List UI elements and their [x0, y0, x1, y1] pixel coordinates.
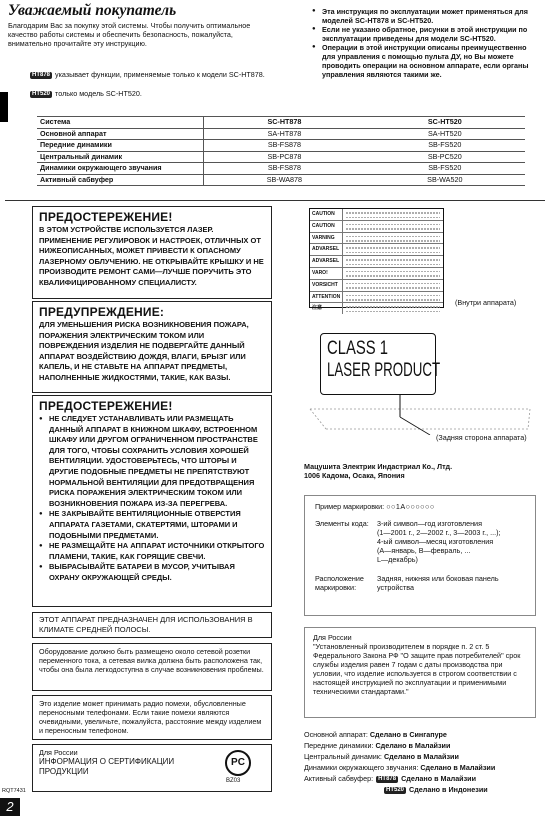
- origin-label: Основной аппарат:: [304, 730, 368, 739]
- spec-model: SB-FS878: [204, 163, 365, 175]
- spec-table: [37, 116, 525, 186]
- label-fine-print: [346, 259, 440, 261]
- laser-warning-label: [309, 208, 444, 312]
- spec-component: Динамики окружающего звучания: [37, 163, 204, 175]
- spec-model: SB-FS520: [365, 163, 525, 175]
- spec-row: [37, 140, 525, 152]
- origin-line: [304, 729, 544, 740]
- code-line: 3-ий символ—год изготовления: [377, 519, 482, 528]
- warning-box: [32, 301, 272, 393]
- caution-box-laser: [32, 206, 272, 299]
- back-caption: (Задняя сторона аппарата): [436, 433, 527, 442]
- pc-certification-logo: [225, 750, 251, 776]
- origin-label: Активный сабвуфер:: [304, 774, 374, 783]
- warning-title: ПРЕДУПРЕЖДЕНИЕ:: [39, 305, 165, 319]
- label-fine-print: [346, 271, 440, 273]
- code-line: 4-ый символ—месяц изготовления: [377, 537, 494, 546]
- caution-text: В ЭТОМ УСТРОЙСТВЕ ИСПОЛЬЗУЕТСЯ ЛАЗЕР. ПРИМЕНЕНИЕ РЕГУЛИРОВОК И НАСТРОЕК, ОТЛИЧНЫХ ОТ НИЖЕОПИСАННЫХ, МОЖЕТ ПРИВЕСТИ К ОПАСНОМУ ЛАЗЕРНОМУ ОБЛУЧЕНИЮ. НЕ ОТКРЫВАЙТЕ КРЫШКУ И НЕ ПРОИЗВОДИТЕ РЕМОНТ САМИ—ЛУЧШЕ ПОРУЧИТЬ ЭТО КВАЛИФИЦИРОВАННОМУ СПЕЦИАЛИСТУ.: [39, 225, 264, 287]
- badge-note-ht878: HT878 указывает функции, применяемые только к модели SC-HT878.: [32, 70, 265, 79]
- label-row: [310, 233, 443, 245]
- label-keyword: ADVARSEL: [310, 256, 343, 267]
- caution-item: ● НЕ СЛЕДУЕТ УСТАНАВЛИВАТЬ ИЛИ РАЗМЕЩАТЬ ДАННЫЙ АППАРАТ В КНИЖНОМ ШКАФУ, ВСТРОЕННОМ ШКАФУ ИЛИ ДРУГОМ ОГРАНИЧЕННОМ ПРОСТРАНСТВЕ ДЛЯ ТОГО, ЧТОБЫ СОХРАНИТЬ УСЛОВИЯ ХОРОШЕЙ ВЕНТИЛЯЦИИ. УДОСТОВЕРЬТЕСЬ, ЧТО ШТОРЫ И ДРУГИЕ ПОДОБНЫЕ ПРЕДМЕТЫ НЕ ПРЕПЯТСТВУЮТ НОРМАЛЬНОЙ ВЕНТИЛЯЦИИ ДЛЯ ПРЕДОТВРАЩЕНИЯ РИСКА ПОРАЖЕНИЯ ЭЛЕКТРИЧЕСКИМ ТОКОМ ИЛИ ВОЗНИКНОВЕНИЯ ПОЖАРА ИЗ-ЗА ПЕРЕГРЕВА.: [39, 414, 265, 509]
- marking-codes: [315, 519, 525, 564]
- label-keyword: ADVARSEL: [310, 244, 343, 255]
- label-fine-print: [346, 236, 440, 238]
- note-item: ● Эта инструкция по эксплуатации может применяться для моделей SC-HT878 и SC-HT520.: [312, 7, 537, 25]
- class1-line1: CLASS 1: [327, 338, 388, 359]
- spec-row: [37, 151, 525, 163]
- spec-row: [37, 174, 525, 186]
- spec-model: SB-WA878: [204, 174, 365, 186]
- spec-component: Активный сабвуфер: [37, 174, 204, 186]
- socket-box: Оборудование должно быть размещено около сетевой розетки переменного тока, а сетевая вилка должна быть расположена так, чтобы она была легкодоступна в случае возникновения проблемы.: [32, 643, 272, 691]
- label-keyword: 注意: [310, 303, 343, 314]
- origin-value: Сделано в Сингапуре: [369, 730, 447, 739]
- russia-title: Для России: [313, 633, 352, 642]
- label-fine-print: [346, 228, 440, 230]
- origin-line: [304, 762, 544, 773]
- origin-line: [304, 773, 544, 784]
- badge-note-ht520: HT520 только модель SC-HT520.: [32, 89, 142, 98]
- origin-value: Сделано в Малайзии: [420, 763, 496, 772]
- code-line: (A—январь, B—февраль, ...: [377, 546, 471, 555]
- label-row: [310, 280, 443, 292]
- marking-example-value: ○○1A○○○○○○: [386, 502, 435, 511]
- label-row: [310, 209, 443, 221]
- origin-label: Динамики окружающего звучания:: [304, 763, 419, 772]
- label-fine-print: [346, 306, 440, 308]
- cert-country: Для России: [39, 748, 78, 757]
- intro-text: Благодарим Вас за покупку этой системы. Чтобы получить оптимальное качество работы системы и обеспечить безопасность, пожалуйста, внимательно прочитайте эту инструкцию.: [8, 21, 251, 48]
- spec-component: Передние динамики: [37, 140, 204, 152]
- label-row: [310, 244, 443, 256]
- cert-text: ИНФОРМАЦИЯ О СЕРТИФИКАЦИИ ПРОДУКЦИИ: [39, 757, 175, 776]
- codes-label: Элементы кода:: [315, 519, 369, 528]
- label-row: [310, 268, 443, 280]
- spec-row: [37, 128, 525, 140]
- page-title: Уважаемый покупатель: [8, 2, 177, 19]
- origin-label: Центральный динамик:: [304, 752, 382, 761]
- label-fine-print: [346, 224, 440, 226]
- model-badge: HT520: [386, 786, 405, 793]
- label-fine-print: [346, 217, 440, 219]
- logo-code: BZ03: [226, 778, 241, 784]
- section-tab: [0, 92, 8, 122]
- label-fine-print: [346, 240, 440, 242]
- label-keyword: CAUTION: [310, 209, 343, 220]
- note-item: ● Если не указано обратное, рисунки в этой инструкции по эксплуатации приведены для модели SC-HT520.: [312, 25, 537, 43]
- label-keyword: CAUTION: [310, 221, 343, 232]
- origin-line: [304, 740, 544, 751]
- label-fine-print: [346, 252, 440, 254]
- label-fine-print: [346, 287, 440, 289]
- label-keyword: ATTENTION: [310, 292, 343, 303]
- origin-label: Передние динамики:: [304, 741, 374, 750]
- warning-text: ДЛЯ УМЕНЬШЕНИЯ РИСКА ВОЗНИКНОВЕНИЯ ПОЖАРА, ПОРАЖЕНИЯ ЭЛЕКТРИЧЕСКИМ ТОКОМ ИЛИ ПОВРЕЖДЕНИЯ ИЗДЕЛИЯ НЕ ПОДВЕРГАЙТЕ ДАННЫЙ АППАРАТ ВОЗДЕЙСТВИЮ ДОЖДЯ, ВЛАГИ, БРЫЗГ ИЛИ КАПЕЛЬ, И НЕ СТАВЬТЕ НА АППАРАТ ПРЕДМЕТЫ, НАПОЛНЕННЫЕ ЖИДКОСТЯМИ, ТАКИЕ, КАК ВАЗЫ.: [39, 320, 249, 382]
- caution-list: [39, 414, 265, 584]
- spec-model: SB-FS520: [365, 140, 525, 152]
- spec-model: SA-HT878: [204, 128, 365, 140]
- class1-line2: LASER PRODUCT: [327, 360, 441, 381]
- spec-model: SC-HT878: [204, 117, 365, 129]
- label-keyword: VORSICHT: [310, 280, 343, 291]
- note-item: ● Операции в этой инструкции описаны преимущественно для управления с помощью пульта ДУ, но Вы можете проводить операции на основном аппарате, если органы управления являются такими же.: [312, 43, 537, 79]
- unit-back-outline: [308, 395, 533, 435]
- spec-model: SB-FS878: [204, 140, 365, 152]
- caution-item: ● ВЫБРАСЫВАЙТЕ БАТАРЕИ В МУСОР, УЧИТЫВАЯ ОХРАНУ ОКРУЖАЮЩЕЙ СРЕДЫ.: [39, 562, 265, 583]
- origin-list: [304, 729, 544, 795]
- spec-row: [37, 163, 525, 175]
- certification-box: [32, 744, 272, 792]
- spec-component: Центральный динамик: [37, 151, 204, 163]
- spec-model: SB-PC878: [204, 151, 365, 163]
- side-code: RQT7431: [2, 788, 26, 794]
- marking-example: Пример маркировки: ○○1A○○○○○○: [315, 502, 435, 511]
- label-row: [310, 303, 443, 314]
- label-row: [310, 292, 443, 304]
- page-number: 2: [0, 798, 20, 816]
- model-badge: HT878: [378, 775, 397, 782]
- origin-value: Сделано в Малайзии: [401, 774, 477, 783]
- spec-component: Основной аппарат: [37, 128, 204, 140]
- spec-row: [37, 117, 525, 129]
- place-value: Задняя, нижняя или боковая панель устройства: [377, 574, 499, 592]
- origin-value: Сделано в Малайзии: [375, 741, 451, 750]
- label-row: [310, 256, 443, 268]
- caution-item: ● НЕ ЗАКРЫВАЙТЕ ВЕНТИЛЯЦИОННЫЕ ОТВЕРСТИЯ АППАРАТА ГАЗЕТАМИ, СКАТЕРТЯМИ, ШТОРАМИ И ПОДОБНЫМИ ПРЕДМЕТАМИ.: [39, 509, 265, 541]
- manufacturer: [304, 462, 534, 480]
- spec-model: SB-PC520: [365, 151, 525, 163]
- russia-box: [304, 627, 536, 718]
- caution-item: ● НЕ РАЗМЕЩАЙТЕ НА АППАРАТ ИСТОЧНИКИ ОТКРЫТОГО ПЛАМЕНИ, ТАКИЕ, КАК ГОРЯЩИЕ СВЕЧИ.: [39, 541, 265, 562]
- top-notes: [312, 7, 537, 79]
- caution-title: ПРЕДОСТЕРЕЖЕНИЕ!: [39, 399, 173, 413]
- label-fine-print: [346, 295, 440, 297]
- divider: [5, 200, 545, 201]
- climate-box: ЭТОТ АППАРАТ ПРЕДНАЗНАЧЕН ДЛЯ ИСПОЛЬЗОВАНИЯ В КЛИМАТЕ СРЕДНЕЙ ПОЛОСЫ.: [32, 612, 272, 638]
- marking-place: [315, 574, 525, 592]
- code-line: (1—2001 г., 2—2002 г., 3—2003 г., ...);: [377, 528, 501, 537]
- ht878-badge: HT878: [32, 71, 51, 78]
- origin-value: Сделано в Индонезии: [409, 785, 488, 794]
- origin-value: Сделано в Малайзии: [383, 752, 459, 761]
- spec-model: SB-WA520: [365, 174, 525, 186]
- logo-letters: PC: [231, 757, 245, 768]
- label-fine-print: [346, 212, 440, 214]
- spec-component: Система: [37, 117, 204, 129]
- place-label: Расположение маркировки:: [315, 574, 364, 592]
- label-fine-print: [346, 299, 440, 301]
- caution-box-ventilation: [32, 395, 272, 607]
- label-keyword: VARNING: [310, 233, 343, 244]
- manufacturer-name: Мацушита Электрик Индастриал Ко., Лтд.: [304, 462, 453, 471]
- radio-box: Это изделие может принимать радио помехи, обусловленные переносными телефонами. Если такие помехи являются очевидными, увеличьте, пожалуйста, расстояние между изделием и переносным телефоном.: [32, 695, 272, 740]
- spec-model: SC-HT520: [365, 117, 525, 129]
- label-fine-print: [346, 275, 440, 277]
- label-fine-print: [346, 283, 440, 285]
- ht520-badge: HT520: [32, 90, 51, 97]
- marking-box: [304, 495, 536, 616]
- origin-line: [304, 751, 544, 762]
- inside-caption: (Внутри аппарата): [455, 298, 517, 307]
- label-keyword: VARO!: [310, 268, 343, 279]
- spec-model: SA-HT520: [365, 128, 525, 140]
- manufacturer-address: 1006 Кадома, Осака, Япония: [304, 471, 405, 480]
- origin-line: [304, 784, 544, 795]
- label-fine-print: [346, 264, 440, 266]
- label-fine-print: [346, 311, 440, 313]
- russia-text: "Установленный производителем в порядке п. 2 ст. 5 Федерального Закона РФ "О защите прав потребителей" срок службы изделия равен 7 годам с даты производства при условии, что изделие используется в строгом соответствии с настоящей инструкцией по эксплуатации и применимыми техническими стандартами.": [313, 642, 521, 696]
- label-fine-print: [346, 247, 440, 249]
- caution-title: ПРЕДОСТЕРЕЖЕНИЕ!: [39, 210, 173, 224]
- unit-back-drawing: [308, 395, 533, 435]
- label-row: [310, 221, 443, 233]
- class1-label: [320, 333, 441, 395]
- code-line: L—декабрь): [377, 555, 418, 564]
